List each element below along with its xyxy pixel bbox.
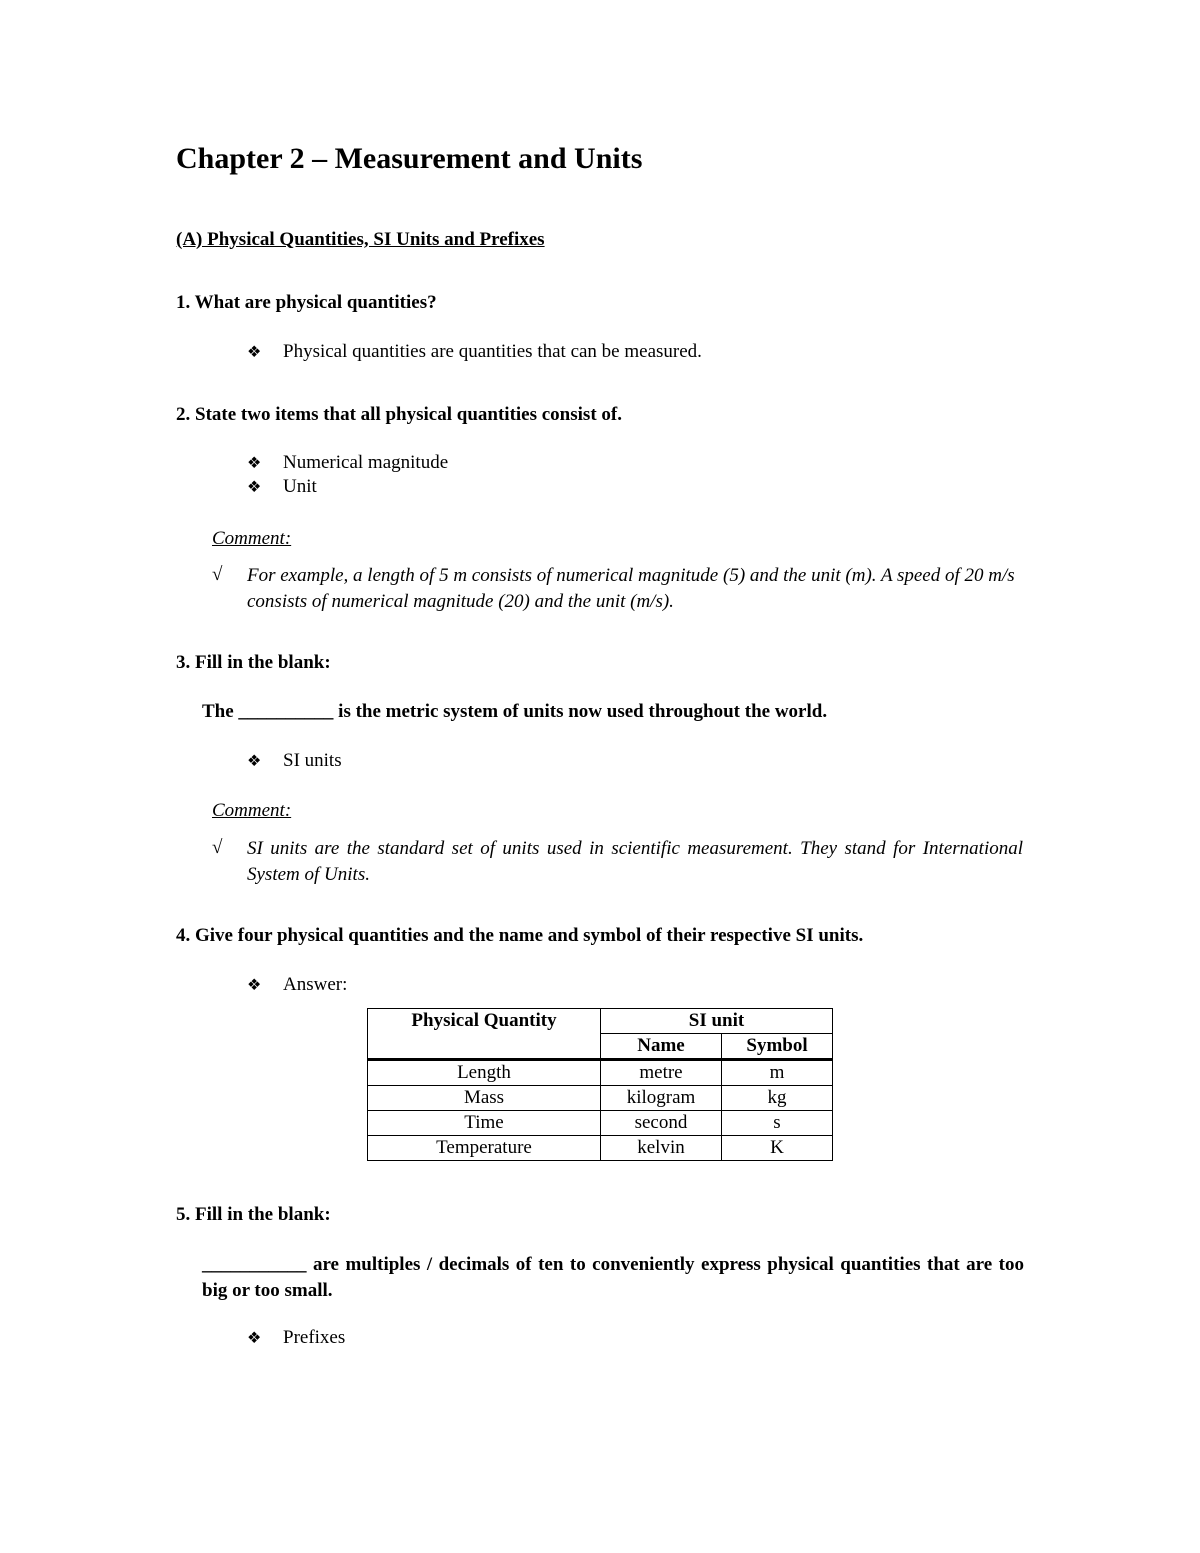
- cell-quantity: Mass: [368, 1086, 601, 1111]
- four-diamond-bullet-icon: ❖: [247, 479, 262, 496]
- table-row: [368, 1136, 833, 1161]
- four-diamond-bullet-icon: ❖: [247, 753, 262, 770]
- cell-symbol: s: [722, 1111, 833, 1136]
- answer-1-text: Physical quantities are quantities that can be measured.: [283, 341, 702, 362]
- cell-symbol: K: [722, 1136, 833, 1161]
- cell-quantity: Temperature: [368, 1136, 601, 1161]
- answer-4: [247, 974, 347, 996]
- four-diamond-bullet-icon: ❖: [247, 455, 262, 472]
- header-name: Name: [601, 1034, 722, 1060]
- fill-statement-3: The __________ is the metric system of units now used throughout the world.: [202, 701, 828, 722]
- header-symbol: Symbol: [722, 1034, 833, 1060]
- answer-4-text: Answer:: [283, 974, 348, 995]
- answer-2a: [247, 452, 448, 474]
- four-diamond-bullet-icon: ❖: [247, 344, 262, 361]
- si-units-table: [367, 1008, 833, 1161]
- comment-3: SI units are the standard set of units used in scientific measurement. They stand for International System of Units.: [247, 838, 1023, 885]
- check-icon: √: [212, 564, 223, 585]
- table-row: [368, 1111, 833, 1136]
- answer-2b: [247, 476, 317, 498]
- header-physical-quantity: Physical Quantity: [368, 1009, 601, 1060]
- question-3: 3. Fill in the blank:: [176, 652, 331, 673]
- cell-quantity: Time: [368, 1111, 601, 1136]
- table-row: [368, 1060, 833, 1086]
- question-1: 1. What are physical quantities?: [176, 292, 437, 313]
- four-diamond-bullet-icon: ❖: [247, 1330, 262, 1347]
- page-title: Chapter 2 – Measurement and Units: [176, 142, 643, 175]
- four-diamond-bullet-icon: ❖: [247, 977, 262, 994]
- section-heading: (A) Physical Quantities, SI Units and Prefixes: [176, 229, 545, 250]
- answer-5-text: Prefixes: [283, 1327, 346, 1348]
- comment-label-3: Comment:: [212, 800, 292, 821]
- check-icon: √: [212, 837, 223, 858]
- comment-2: For example, a length of 5 m consists of numerical magnitude (5) and the unit (m). A speed of 20 m/s consists of numerical magnitude (20) and the unit (m/s).: [247, 565, 1015, 612]
- answer-3-text: SI units: [283, 750, 342, 771]
- answer-3: [247, 750, 342, 772]
- answer-5: [247, 1327, 345, 1349]
- cell-name: second: [601, 1111, 722, 1136]
- cell-name: metre: [601, 1060, 722, 1086]
- cell-symbol: m: [722, 1060, 833, 1086]
- header-si-unit: SI unit: [601, 1009, 833, 1034]
- answer-1: [247, 341, 702, 363]
- cell-symbol: kg: [722, 1086, 833, 1111]
- comment-label-2: Comment:: [212, 528, 292, 549]
- cell-quantity: Length: [368, 1060, 601, 1086]
- cell-name: kelvin: [601, 1136, 722, 1161]
- table-row: [368, 1086, 833, 1111]
- cell-name: kilogram: [601, 1086, 722, 1111]
- fill-statement-5: ___________ are multiples / decimals of ten to conveniently express physical quantities that are too big or too small.: [202, 1254, 1024, 1301]
- answer-2b-text: Unit: [283, 476, 317, 497]
- answer-2a-text: Numerical magnitude: [283, 452, 449, 473]
- question-4: 4. Give four physical quantities and the name and symbol of their respective SI units.: [176, 925, 864, 946]
- question-5: 5. Fill in the blank:: [176, 1204, 331, 1225]
- question-2: 2. State two items that all physical quantities consist of.: [176, 404, 622, 425]
